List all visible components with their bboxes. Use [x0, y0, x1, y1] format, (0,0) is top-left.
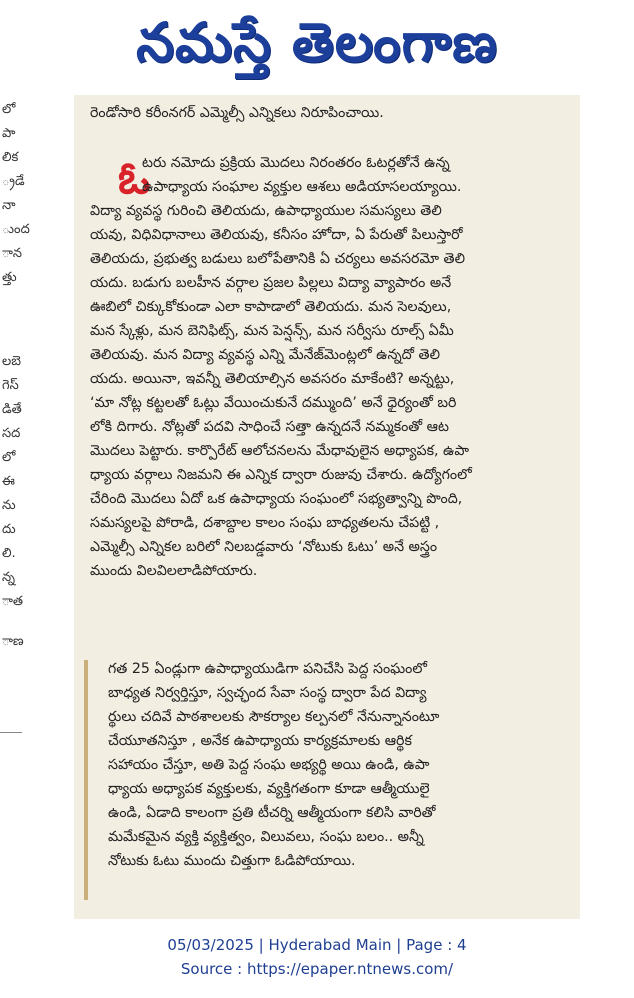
sidebar-line: బాధ్యత నిర్వర్తిస్తూ, స్వచ్ఛంద సేవా సంస్థ ద్వారా పేద విద్యా — [108, 685, 427, 701]
fragment: లి. — [2, 546, 16, 561]
body-line: మొదలు పెట్టారు. కార్పొరేట్ ఆలోచనలను మేధావులైన అధ్యాపక, ఉపా — [90, 443, 469, 459]
newspaper-logo: నమస్తే తెలంగాణ — [136, 10, 498, 74]
fragment: గెస్ — [2, 378, 19, 393]
masthead — [0, 0, 634, 86]
source-link[interactable]: Source : https://epaper.ntnews.com/ — [180, 960, 454, 978]
body-line: యదు. అయినా, ఇవన్నీ తెలియాల్సిన అవసరం మాకేంటి? అన్నట్టు, — [90, 371, 455, 387]
page-footer — [0, 933, 634, 981]
body-line: తెలియదు, ప్రభుత్వ బడులు బలోపేతానికి ఏ చర్యలు అవసరమో తెలి — [90, 251, 465, 267]
sidebar-line: సహాయం చేస్తూ, అతి పెద్ద సంఘ అభ్యర్థి అయి ఉండి, ఉపా — [108, 757, 430, 773]
sidebar-line: నోటుకు ఓటు ముందు చిత్తుగా ఓడిపోయాయి. — [108, 853, 356, 869]
fragment: న్న — [2, 570, 15, 585]
body-line: ఊబిలో చిక్కుకోకుండా ఎలా కాపాడాలో తెలియదు. మన సెలవులు, — [90, 299, 452, 315]
article — [74, 95, 580, 919]
sidebar-line: ర్థులు చదివే పాఠశాలలకు సౌకర్యాల కల్పనలో నేనున్నానంటూ — [108, 709, 440, 725]
edition-info: 05/03/2025 | Hyderabad Main | Page : 4 — [167, 936, 467, 954]
fragment: ఈ — [2, 474, 15, 489]
fragment: ాత — [2, 594, 24, 609]
body-line: విద్యా వ్యవస్థ గురించి తెలియదు, ఉపాధ్యాయుల సమస్యలు తెలి — [90, 203, 442, 219]
fragment: డితే — [2, 402, 22, 417]
fragment: త్తు — [2, 270, 17, 285]
fragment: లో — [2, 102, 16, 117]
body-line: ‘మా నోట్ల కట్టలతో ఓట్లు వేయించుకునే దమ్ముంది’ అనే ధైర్యంతో బరి — [90, 395, 457, 411]
fragment: లో — [2, 450, 16, 465]
body-line: ఎమ్మెల్సీ ఎన్నికల బరిలో నిలబడ్డవారు ‘నోటుకు ఓటు’ అనే అస్త్రం — [90, 539, 438, 555]
body-line: ధ్యాయ వర్గాలు నిజమని ఈ ఎన్నిక ద్వారా రుజువు చేశారు. ఉద్యోగంలో — [90, 467, 472, 483]
body-line: తెలియవు. మన విద్యా వ్యవస్థ ఎన్ని మేనేజ్‌మెంట్లలో ఉన్నదో తెలి — [90, 347, 440, 363]
sidebar-line: చేయూతనిస్తూ , అనేక ఉపాధ్యాయ కార్యక్రమాలకు ఆర్థిక — [108, 733, 412, 749]
column-divider — [0, 732, 22, 733]
body-line: ముందు విలవిలలాడిపోయారు. — [90, 563, 258, 579]
adjacent-column-fragments — [0, 96, 44, 856]
fragment: లిక — [2, 150, 19, 165]
body-line: చేరింది మొదలు ఏదో ఒక ఉపాధ్యాయ సంఘంలో సభ్యత్వాన్ని పొంది, — [90, 491, 463, 507]
sidebar-paragraph — [108, 657, 558, 873]
lead-line: రెండోసారి కరీంనగర్ ఎమ్మెల్సీ ఎన్నికలు నిరూపించాయి. — [90, 105, 384, 121]
fragment: ుంద — [2, 222, 30, 237]
body-line: ఉపాధ్యాయ సంఘాల వ్యక్తుల ఆశలు అడియాసలయ్యాయి. — [142, 179, 462, 195]
body-paragraph — [90, 151, 558, 583]
body-line: యవు, విధివిధానాలు తెలియవు, కనీసం హోదా, ఏ పేరుతో పిలుస్తారో — [90, 227, 463, 243]
fragment: పా — [2, 126, 16, 141]
fragment: నా — [2, 198, 16, 213]
sidebar-accent-bar — [84, 660, 88, 900]
sidebar-line: ఉండి, ఏడాది కాలంగా ప్రతి టీచర్ని ఆత్మీయంగా కలిసి వారితో — [108, 805, 436, 821]
lead-paragraph — [90, 101, 558, 125]
fragment: దు — [2, 522, 16, 537]
fragment: ్రడే — [2, 174, 25, 189]
body-line: టరు నమోదు ప్రక్రియ మొదలు నిరంతరం ఓటర్లతోనే ఉన్న — [142, 155, 450, 171]
sidebar-line: గత 25 ఏండ్లుగా ఉపాధ్యాయుడిగా పనిచేసి పెద్ద సంఘంలో — [108, 661, 427, 677]
fragment: సద — [2, 426, 21, 441]
drop-cap: ఓ — [118, 153, 151, 204]
fragment: ాణ — [2, 634, 24, 649]
body-line: యదు. బడుగు బలహీన వర్గాల ప్రజల పిల్లలు విద్యా వ్యాపారం అనే — [90, 275, 452, 291]
sidebar-line: ధ్యాయ అధ్యాపక వ్యక్తులకు, వ్యక్తిగతంగా కూడా ఆత్మీయులై — [108, 781, 430, 797]
sidebar-line: మమేకమైన వ్యక్తి వ్యక్తిత్వం, విలువలు, సంఘ బలం.. అన్నీ — [108, 829, 424, 845]
fragment: లబె — [2, 354, 21, 369]
body-line: సమస్యలపై పోరాడి, దశాబ్దాల కాలం సంఘ బాధ్యతలను చేపట్టి , — [90, 515, 440, 531]
fragment: ను — [2, 498, 16, 513]
body-line: లోకి దిగారు. నోట్లతో పదవి సాధించే సత్తా ఉన్నదనే నమ్మకంతో ఆట — [90, 419, 449, 435]
fragment: ాన — [2, 246, 23, 261]
body-line: మన స్కేళ్లు, మన బెనిఫిట్స్, మన పెన్షన్స్, మన సర్వీసు రూల్స్ ఏమీ — [90, 323, 454, 339]
